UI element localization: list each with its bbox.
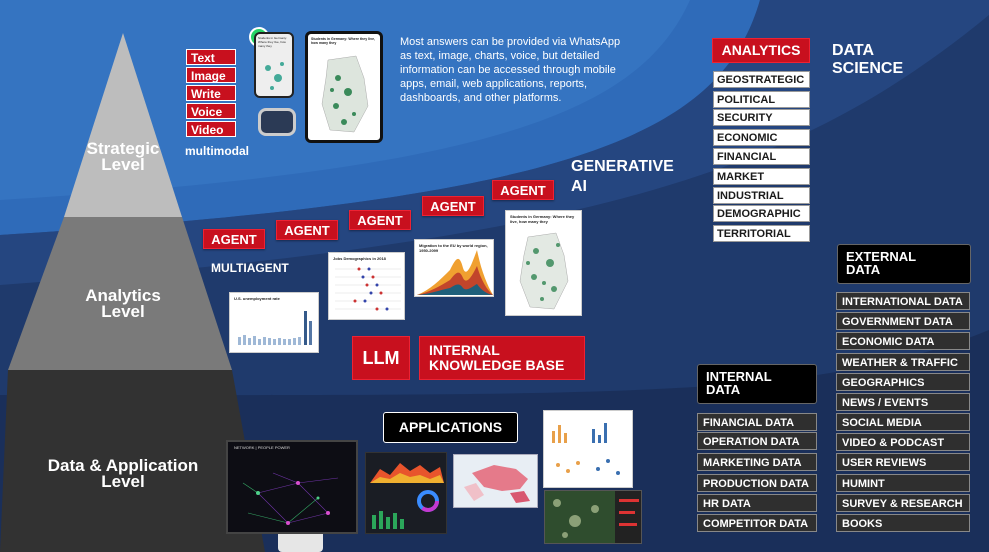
demographics-dots-icon [329,253,405,320]
satellite-map-screenshot [544,490,642,544]
analytics-item: POLITICAL [713,91,810,108]
analytics-item: INDUSTRIAL [713,187,810,204]
multiagent-label: MULTIAGENT [211,261,289,275]
unemployment-bars-icon [230,293,319,353]
internal-data-item: HR DATA [697,494,817,512]
modal-image: Image [186,67,236,83]
tablet-mockup: Students in Germany: Where they live, how many they [305,31,383,143]
migration-chart-thumb: Migration to the EU by world region, 1950-2099 [414,239,494,297]
agent-2: AGENT [276,220,338,240]
multimodal-label: multimodal [185,144,250,158]
external-data-item: INTERNATIONAL DATA [836,292,970,310]
analytics-item: TERRITORIAL [713,225,810,242]
analytics-level-label: Analytics Level [85,286,161,321]
generative-ai-label: GENERATIVE AI [571,158,674,195]
modal-voice: Voice [186,103,236,119]
external-data-item: HUMINT [836,474,970,492]
external-data-item: WEATHER & TRAFFIC [836,353,970,371]
external-data-item: GOVERNMENT DATA [836,312,970,330]
analytics-item: FINANCIAL [713,148,810,165]
report-charts-screenshot [543,410,633,488]
germany-map-icon [506,211,582,316]
agent-5: AGENT [492,180,554,200]
monitor-stand [278,534,323,552]
analytics-item: MARKET [713,168,810,185]
analytics-item: GEOSTRATEGIC [713,71,810,88]
agent-3: AGENT [349,210,411,230]
external-data-item: VIDEO & PODCAST [836,433,970,451]
phone-mockup: Students in Germany: Where they live, how many they [254,32,294,98]
analytics-header: ANALYTICS [712,38,810,63]
satellite-map-icon [545,491,642,544]
internal-data-item: COMPETITOR DATA [697,514,817,532]
modal-video: Video [186,121,236,137]
internal-data-header: INTERNAL DATA [697,364,817,404]
germany-map-thumb: Students in Germany: Where they live, how many they [505,210,582,316]
internal-data-item: PRODUCTION DATA [697,474,817,492]
whatsapp-note: Most answers can be provided via WhatsApp as text, image, charts, voice, but detailed information can be accessed through mobile apps, email, web applications, reports, dashboards, and other platforms. [400,36,621,104]
world-map-icon [454,455,538,508]
modal-write: Write [186,85,236,101]
agent-1: AGENT [203,229,265,249]
data-science-label: DATA SCIENCE [832,42,904,77]
analytics-item: ECONOMIC [713,129,810,146]
analytics-item: SECURITY [713,109,810,126]
phone-map-icon [256,50,292,98]
strategic-level-label: Strategic Level [86,139,160,174]
network-graph-icon [228,453,356,534]
tablet-map-icon [308,48,382,138]
internal-data-item: MARKETING DATA [697,453,817,471]
applications-header: APPLICATIONS [383,412,518,443]
external-data-item: ECONOMIC DATA [836,332,970,350]
report-charts-icon [544,411,633,488]
network-monitor-screenshot: NETWORK | PEOPLE POWER [226,440,358,534]
modal-text: Text [186,49,236,65]
external-data-item: GEOGRAPHICS [836,373,970,391]
external-data-item: USER REVIEWS [836,453,970,471]
llm-box: LLM [352,336,410,380]
data-application-level-label: Data & Application Level [47,456,199,491]
internal-knowledge-base-box: INTERNAL KNOWLEDGE BASE [419,336,585,380]
external-data-item: SOCIAL MEDIA [836,413,970,431]
world-map-screenshot [453,454,538,508]
demographics-chart-thumb: Jobs Demographics in 2018 [328,252,405,320]
internal-data-item: OPERATION DATA [697,432,817,450]
analytics-item: DEMOGRAPHIC [713,205,810,222]
unemployment-chart-thumb: U.S. unemployment rate [229,292,319,353]
external-data-item: BOOKS [836,514,970,532]
internal-data-item: FINANCIAL DATA [697,413,817,431]
dashboard-screenshot [365,452,447,534]
external-data-item: NEWS / EVENTS [836,393,970,411]
external-data-header: EXTERNAL DATA [837,244,971,284]
external-data-item: SURVEY & RESEARCH [836,494,970,512]
dashboard-charts-icon [366,453,447,534]
smartwatch-icon [258,108,296,136]
agent-4: AGENT [422,196,484,216]
